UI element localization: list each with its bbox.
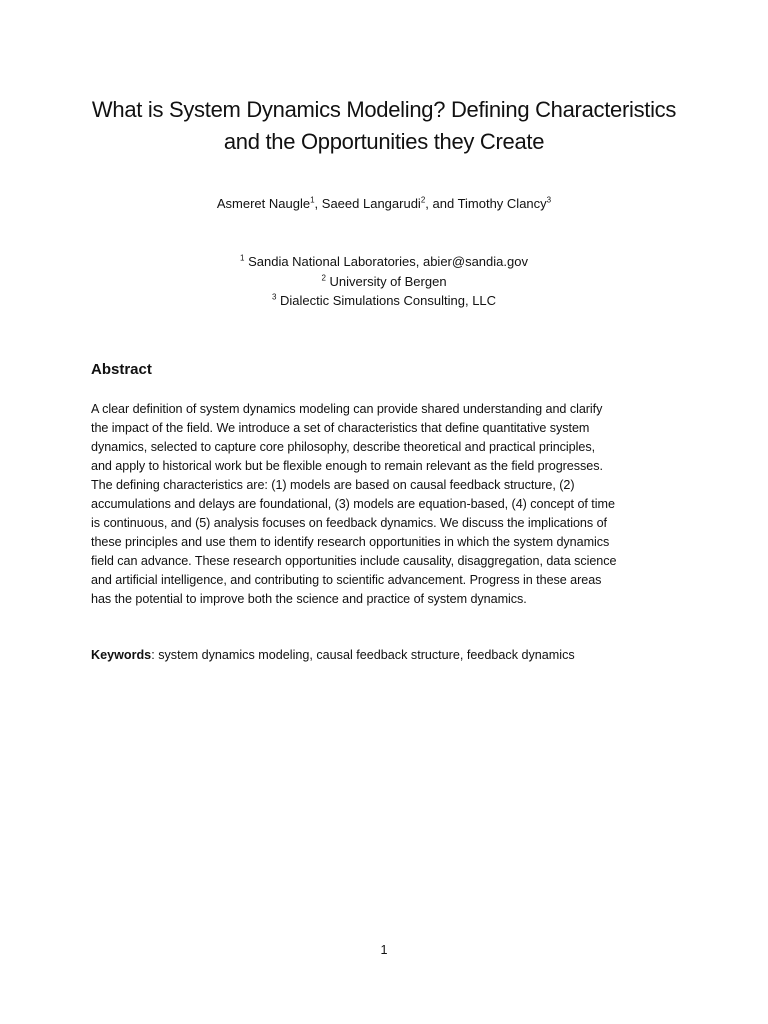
author-name: Timothy Clancy: [457, 196, 547, 211]
abstract-line: field can advance. These research opportunities include causality, disaggregation, data science: [91, 554, 617, 568]
abstract-body: [91, 400, 681, 609]
affiliation-list: [60, 252, 708, 311]
abstract-line: and apply to historical work but be flexible enough to remain relevant as the field progresses.: [91, 459, 603, 473]
affiliation-item: [60, 252, 708, 272]
author-separator: ,: [314, 196, 322, 211]
affiliation-item: [60, 272, 708, 292]
keywords: [91, 646, 575, 665]
affiliation-item: [60, 291, 708, 311]
author-affiliation-mark: 1: [310, 195, 315, 205]
affiliation-text: Sandia National Laboratories, abier@sandia.gov: [244, 254, 528, 269]
affiliation-mark: 1: [240, 253, 245, 263]
abstract-line: is continuous, and (5) analysis focuses on feedback dynamics. We discuss the implications of: [91, 516, 607, 530]
page-number: 1: [380, 943, 388, 957]
abstract-line: the impact of the field. We introduce a set of characteristics that define quantitative system: [91, 421, 590, 435]
abstract-line: accumulations and delays are foundational, (3) models are equation-based, (4) concept of time: [91, 497, 615, 511]
author-list: [60, 195, 708, 213]
abstract-line: A clear definition of system dynamics modeling can provide shared understanding and clarify: [91, 402, 603, 416]
author-name: Saeed Langarudi: [321, 196, 421, 211]
abstract-line: and artificial intelligence, and contributing to scientific advancement. Progress in these areas: [91, 573, 602, 587]
author-affiliation-mark: 3: [546, 195, 552, 205]
author-affiliation-mark: 2: [420, 195, 426, 205]
title-line-2: and the Opportunities they Create: [223, 129, 545, 154]
affiliation-mark: 3: [271, 292, 277, 302]
author-name: Asmeret Naugle: [216, 196, 311, 211]
abstract-line: has the potential to improve both the science and practice of system dynamics.: [91, 592, 527, 606]
affiliation-mark: 2: [321, 273, 326, 283]
abstract-heading: Abstract: [91, 361, 152, 378]
title-line-1: What is System Dynamics Modeling? Defining Characteristics: [91, 97, 677, 122]
abstract-line: these principles and use them to identify research opportunities in which the system dynamics: [91, 535, 610, 549]
keywords-label: Keywords: [91, 648, 152, 662]
abstract-line: dynamics, selected to capture core philosophy, describe theoretical and practical principles,: [91, 440, 596, 454]
author-separator: , and: [425, 196, 458, 211]
affiliation-text: Dialectic Simulations Consulting, LLC: [276, 293, 497, 308]
paper-title: [60, 94, 708, 158]
keywords-text: : system dynamics modeling, causal feedback structure, feedback dynamics: [151, 648, 575, 662]
affiliation-text: University of Bergen: [325, 273, 447, 289]
abstract-line: The defining characteristics are: (1) models are based on causal feedback structure, (2): [91, 478, 575, 492]
